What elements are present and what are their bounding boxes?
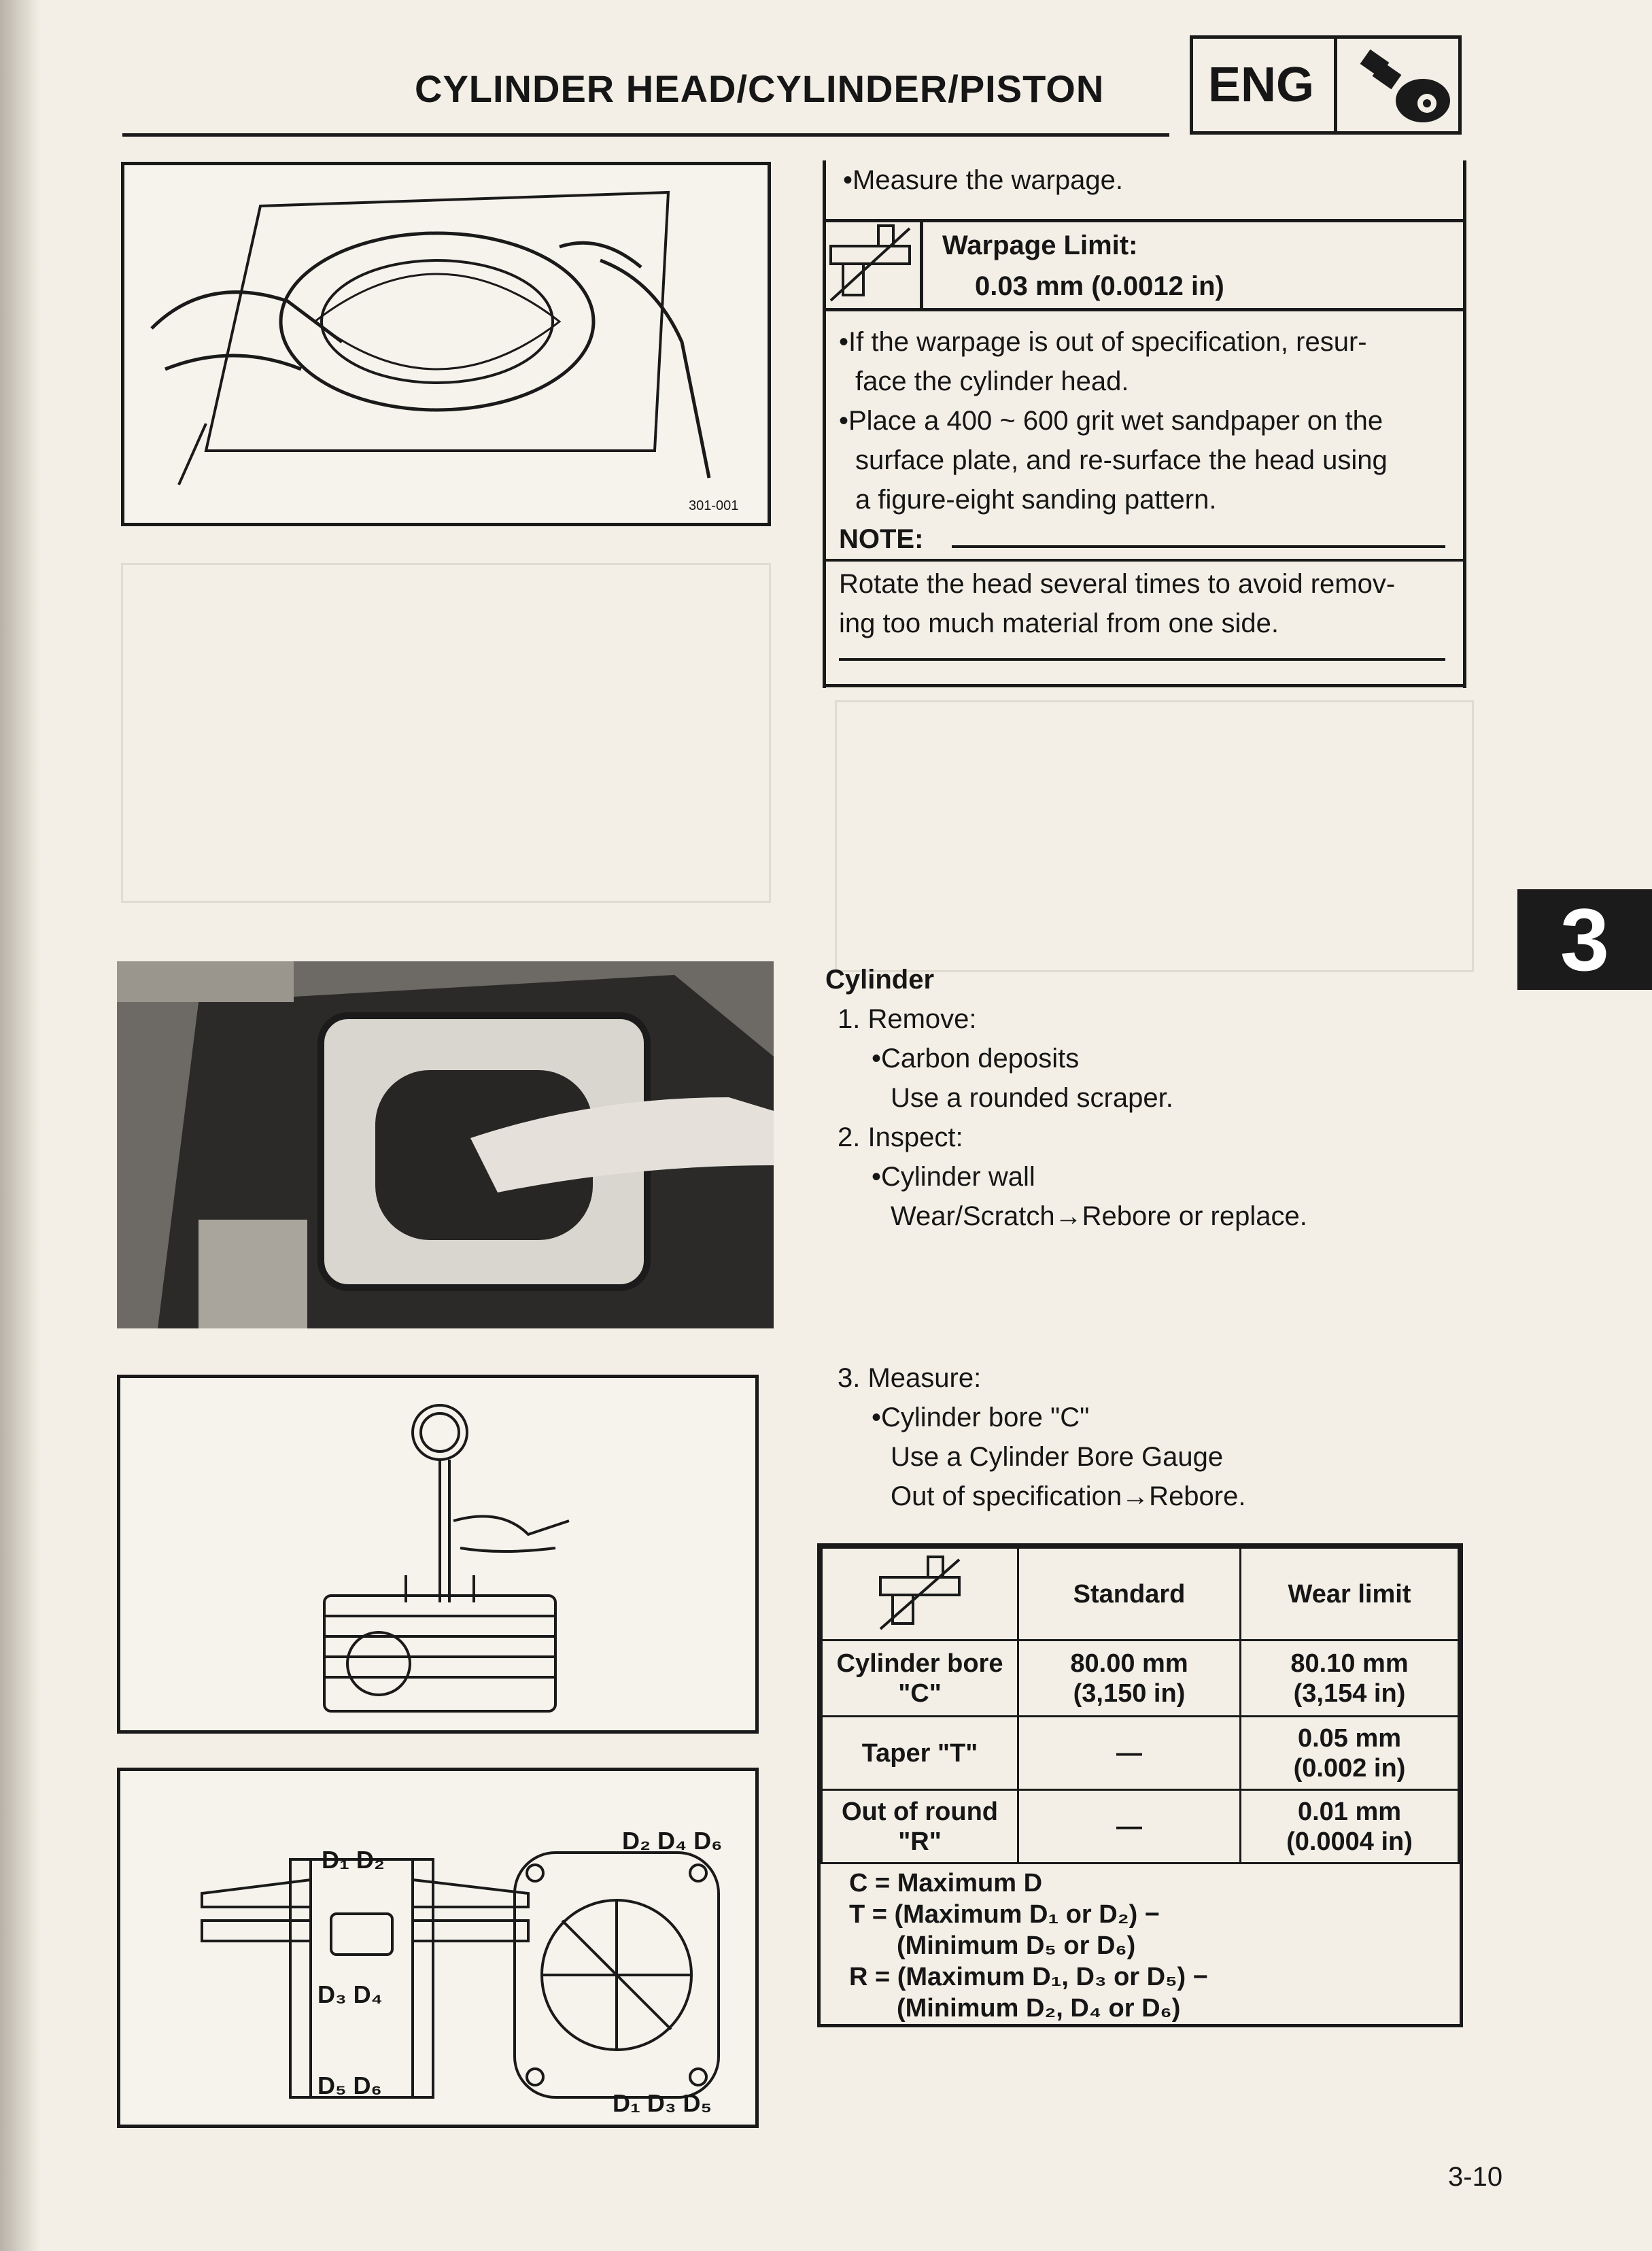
- chapter-tab: 3: [1517, 889, 1652, 990]
- photo-cylinder-scraping: [117, 961, 774, 1328]
- warpage-bullet1-line2: face the cylinder head.: [855, 366, 1129, 396]
- cylinder-step1-detail: Use a rounded scraper.: [891, 1083, 1173, 1113]
- engine-icon: [1343, 42, 1458, 129]
- row-standard-line1: —: [1116, 1812, 1142, 1841]
- note-label: NOTE:: [839, 524, 924, 554]
- bore-gauge-illustration: [120, 1378, 755, 1730]
- table-row: [822, 1790, 1459, 1863]
- label-d5-d6: D₅ D₆: [317, 2072, 382, 2099]
- cylinder-step1: 1. Remove:: [838, 1004, 977, 1034]
- formula-c: C = Maximum D: [849, 1869, 1043, 1897]
- note-top-rule: [823, 559, 1466, 562]
- block-bottom-rule: [823, 684, 1466, 687]
- formula-t-line2: (Minimum D₅ or D₆): [897, 1931, 1136, 1960]
- cylinder-step3-detail1: Use a Cylinder Bore Gauge: [891, 1442, 1224, 1472]
- header-wear-limit: Wear limit: [1241, 1548, 1459, 1640]
- formula-r-line1: R = (Maximum D₁, D₃ or D₅) −: [849, 1963, 1208, 1991]
- warpage-limit-label: Warpage Limit:: [942, 230, 1138, 260]
- row-name-line2: "C": [898, 1679, 942, 1708]
- cylinder-spec-table: [821, 1547, 1460, 1864]
- note-line1: Rotate the head several times to avoid remov-: [839, 569, 1396, 599]
- cylinder-step2: 2. Inspect:: [838, 1122, 963, 1152]
- figure-head-warpage: [121, 162, 771, 526]
- page-binding-shadow: [0, 0, 41, 2251]
- formula-t-line1: T = (Maximum D₁ or D₂) −: [849, 1900, 1160, 1929]
- section-box-divider: [1334, 35, 1337, 135]
- row-wear-line1: 0.01 mm: [1297, 1797, 1402, 1826]
- header-standard: Standard: [1018, 1548, 1241, 1640]
- caliper-icon: [823, 219, 918, 307]
- cylinder-spec-box: [817, 1543, 1463, 2027]
- note-line2: ing too much material from one side.: [839, 608, 1279, 638]
- row-name-line2: "R": [898, 1827, 942, 1856]
- section-label: ENG: [1207, 58, 1315, 112]
- warpage-bullet2-line1: •Place a 400 ~ 600 grit wet sandpaper on the: [839, 406, 1383, 436]
- row-wear-line2: (0.0004 in): [1286, 1827, 1413, 1856]
- figure-bore-gauge: [117, 1375, 759, 1734]
- row-name-line1: Cylinder bore: [836, 1649, 1003, 1678]
- row-wear-line1: 0.05 mm: [1297, 1723, 1402, 1753]
- cylinder-step2-detail: Wear/Scratch→Rebore or replace.: [891, 1201, 1307, 1231]
- cylinder-heading: Cylinder: [825, 965, 935, 995]
- row-wear-line2: (3,154 in): [1293, 1679, 1406, 1708]
- figure-id: 301-001: [689, 498, 739, 513]
- cylinder-step2-item: •Cylinder wall: [872, 1162, 1035, 1192]
- table-row: [822, 1717, 1459, 1790]
- page-title: CYLINDER HEAD/CYLINDER/PISTON: [415, 67, 1105, 110]
- row-standard-line1: —: [1116, 1738, 1142, 1768]
- cylinder-photo-illustration: [117, 961, 774, 1328]
- page-number: 3-10: [1448, 2162, 1503, 2192]
- figure-bore-diagram: [117, 1768, 759, 2128]
- cylinder-head-sandpaper-illustration: [124, 165, 768, 523]
- cylinder-step3: 3. Measure:: [838, 1363, 982, 1393]
- cylinder-step3-item: •Cylinder bore "C": [872, 1403, 1090, 1432]
- note-end-rule: [839, 658, 1445, 661]
- warpage-limit-value: 0.03 mm (0.0012 in): [975, 271, 1224, 301]
- row-standard-line1: 80.00 mm: [1070, 1649, 1188, 1678]
- label-d1-d3-d5: D₁ D₃ D₅: [613, 2089, 712, 2117]
- warpage-bullet2-line3: a figure-eight sanding pattern.: [855, 485, 1217, 515]
- table-row: [822, 1640, 1459, 1717]
- show-through-panel-right: [835, 700, 1474, 972]
- cylinder-step1-item: •Carbon deposits: [872, 1044, 1080, 1073]
- formula-r-line2: (Minimum D₂, D₄ or D₆): [897, 1994, 1181, 2023]
- label-d3-d4: D₃ D₄: [317, 1980, 383, 2008]
- row-wear-line1: 80.10 mm: [1290, 1649, 1409, 1678]
- label-d1-d2: D₁ D₂: [322, 1846, 385, 1874]
- show-through-panel: [121, 563, 771, 903]
- row-name-line1: Out of round: [841, 1797, 999, 1826]
- row-standard-line2: (3,150 in): [1073, 1679, 1186, 1708]
- warpage-bullet2-line2: surface plate, and re-surface the head using: [855, 445, 1388, 475]
- caliper-icon: [872, 1550, 967, 1632]
- cylinder-step3-detail2: Out of specification→Rebore.: [891, 1481, 1246, 1511]
- row-name-line1: Taper "T": [861, 1738, 978, 1768]
- warpage-measure-text: •Measure the warpage.: [843, 165, 1124, 195]
- caliper-icon-cell: [822, 1548, 1018, 1640]
- formula-block: [849, 1868, 1208, 2024]
- caliper-icon-cell: [823, 219, 923, 311]
- header-rule: [122, 133, 1169, 137]
- row-wear-line2: (0.002 in): [1293, 1753, 1406, 1783]
- label-d2-d4-d6: D₂ D₄ D₆: [622, 1827, 723, 1855]
- warpage-bullet1-line1: •If the warpage is out of specification, resur-: [839, 327, 1367, 357]
- note-rule: [952, 545, 1445, 548]
